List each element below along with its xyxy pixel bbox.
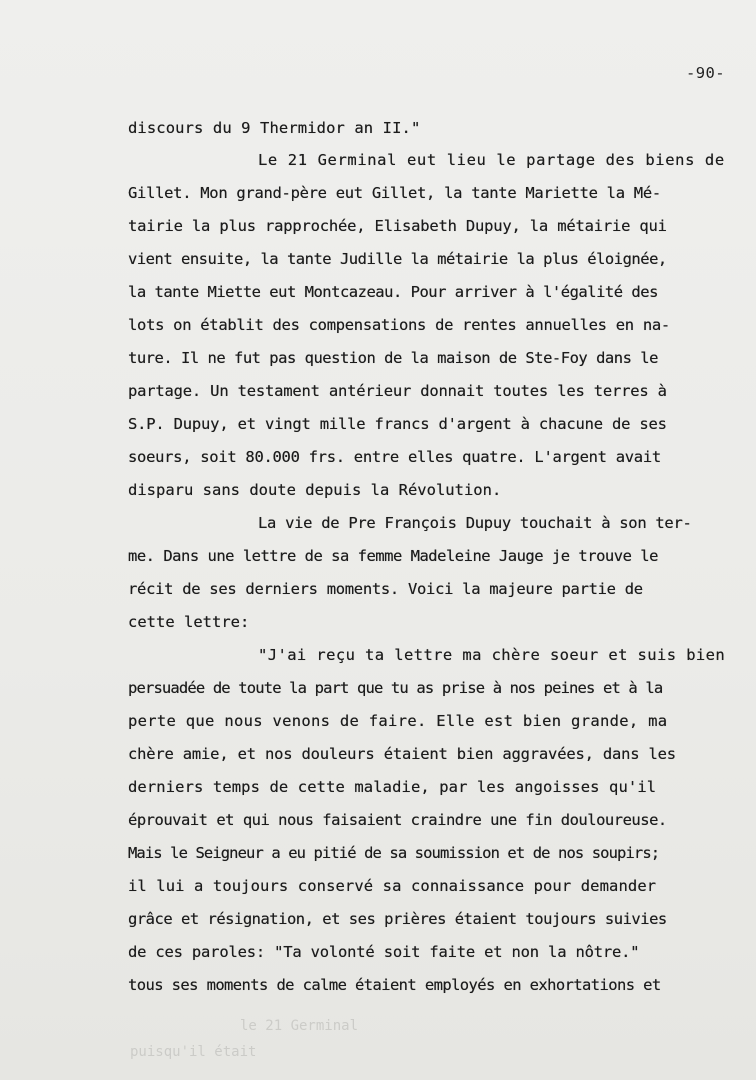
text-line: tous ses moments de calme étaient employés en exhortations et <box>128 976 661 994</box>
text-line: cette lettre: <box>128 613 250 631</box>
text-line: Le 21 Germinal eut lieu le partage des biens de <box>258 151 725 169</box>
text-line: perte que nous venons de faire. Elle est bien grande, ma <box>128 712 668 730</box>
bleed-through-text: le 21 Germinal <box>240 1018 359 1034</box>
text-line: La vie de Pre François Dupuy touchait à son ter- <box>258 514 692 532</box>
text-line: persuadée de toute la part que tu as prise à nos peines et à la <box>128 679 663 697</box>
text-line: ture. Il ne fut pas question de la maison de Ste-Foy dans le <box>128 349 658 367</box>
text-line: vient ensuite, la tante Judille la métairie la plus éloignée, <box>128 250 667 268</box>
text-line: soeurs, soit 80.000 frs. entre elles quatre. L'argent avait <box>128 448 661 466</box>
text-line: récit de ses derniers moments. Voici la majeure partie de <box>128 580 643 598</box>
text-line: derniers temps de cette maladie, par les angoisses qu'il <box>128 778 657 796</box>
text-line: éprouvait et qui nous faisaient craindre une fin douloureuse. <box>128 811 667 829</box>
text-line: la tante Miette eut Montcazeau. Pour arriver à l'égalité des <box>128 283 658 301</box>
text-line: chère amie, et nos douleurs étaient bien aggravées, dans les <box>128 745 676 763</box>
text-line: il lui a toujours conservé sa connaissance pour demander <box>128 877 657 895</box>
text-line: Gillet. Mon grand-père eut Gillet, la tante Mariette la Mé- <box>128 184 661 202</box>
text-line: tairie la plus rapprochée, Elisabeth Dupuy, la métairie qui <box>128 217 667 235</box>
text-line: discours du 9 Thermidor an II." <box>128 119 421 137</box>
text-line: Mais le Seigneur a eu pitié de sa soumission et de nos soupirs; <box>128 844 660 862</box>
page-number: -90- <box>686 64 725 82</box>
text-line: me. Dans une lettre de sa femme Madeleine Jauge je trouve le <box>128 547 658 565</box>
text-line: disparu sans doute depuis la Révolution. <box>128 481 502 499</box>
bleed-through-text: puisqu'il était <box>130 1044 257 1060</box>
text-line: "J'ai reçu ta lettre ma chère soeur et suis bien <box>258 646 726 664</box>
text-line: partage. Un testament antérieur donnait toutes les terres à <box>128 382 667 400</box>
text-line: S.P. Dupuy, et vingt mille francs d'argent à chacune de ses <box>128 415 667 433</box>
text-line: grâce et résignation, et ses prières étaient toujours suivies <box>128 910 667 928</box>
text-line: lots on établit des compensations de rentes annuelles en na- <box>128 316 670 334</box>
text-line: de ces paroles: "Ta volonté soit faite et non la nôtre." <box>128 943 640 961</box>
